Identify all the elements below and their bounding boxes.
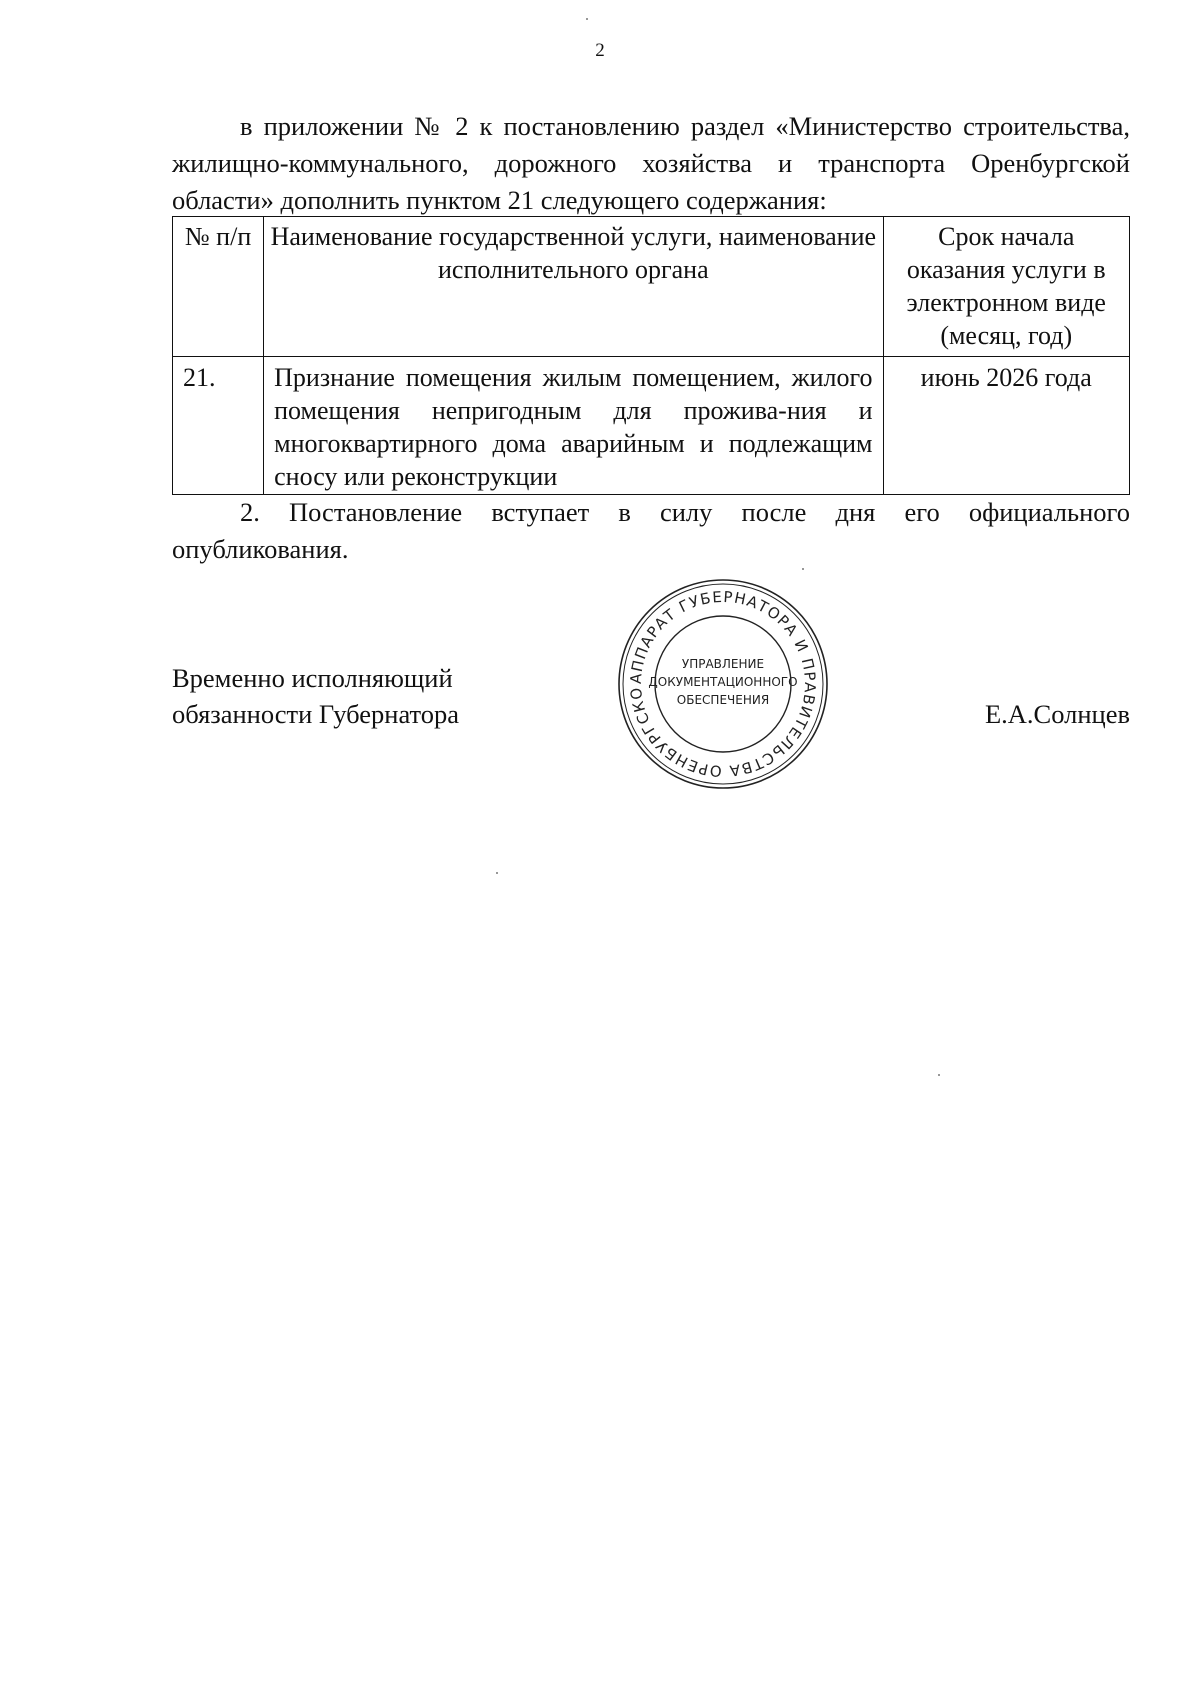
row-service-name: Признание помещения жилым помещением, жилого помещения непригодным для прожива-ния и многоквартирного дома аварийным и подлежащим сносу или реконструкции	[264, 357, 883, 495]
signatory-position-line2: обязанности Губернатора	[172, 699, 460, 729]
header-start-date: Срок начала оказания услуги в электронном виде (месяц, год)	[883, 217, 1129, 357]
scan-speck	[496, 872, 498, 874]
stamp-center-line3: ОБЕСПЕЧЕНИЯ	[676, 693, 770, 707]
scan-speck	[938, 1074, 940, 1076]
paragraph-2	[172, 494, 1130, 568]
stamp-center-line2: ДОКУМЕНТАЦИОННОГО	[648, 675, 798, 689]
stamp-ring-text: АППАРАТ ГУБЕРНАТОРА И ПРАВИТЕЛЬСТВА ОРЕНБУРГСКО	[626, 587, 820, 781]
signatory-position	[172, 660, 459, 732]
services-table	[172, 216, 1130, 495]
header-number: № п/п	[173, 217, 264, 357]
header-service-name: Наименование государственной услуги, наименование исполнительного органа	[264, 217, 883, 357]
scan-speck	[802, 568, 804, 570]
signatory-position-line1: Временно исполняющий	[172, 663, 453, 693]
table-header-row	[173, 217, 1130, 357]
paragraph-2-text: 2. Постановление вступает в силу после дня его официального опубликования.	[172, 497, 1130, 564]
row-number: 21.	[173, 357, 264, 495]
signatory-name: Е.А.Солнцев	[984, 699, 1130, 729]
scan-speck	[586, 18, 588, 20]
intro-paragraph	[172, 108, 1130, 219]
table-row	[173, 357, 1130, 495]
row-start-date: июнь 2026 года	[883, 357, 1129, 495]
stamp-center-line1: УПРАВЛЕНИЕ	[681, 657, 765, 671]
intro-text: в приложении № 2 к постановлению раздел «Министерство строительства, жилищно-коммунального, дорожного хозяйства и транспорта Оренбургской области» дополнить пунктом 21 следующего содержания:	[172, 111, 1130, 215]
official-stamp	[613, 574, 833, 794]
page-number: 2	[595, 40, 605, 61]
